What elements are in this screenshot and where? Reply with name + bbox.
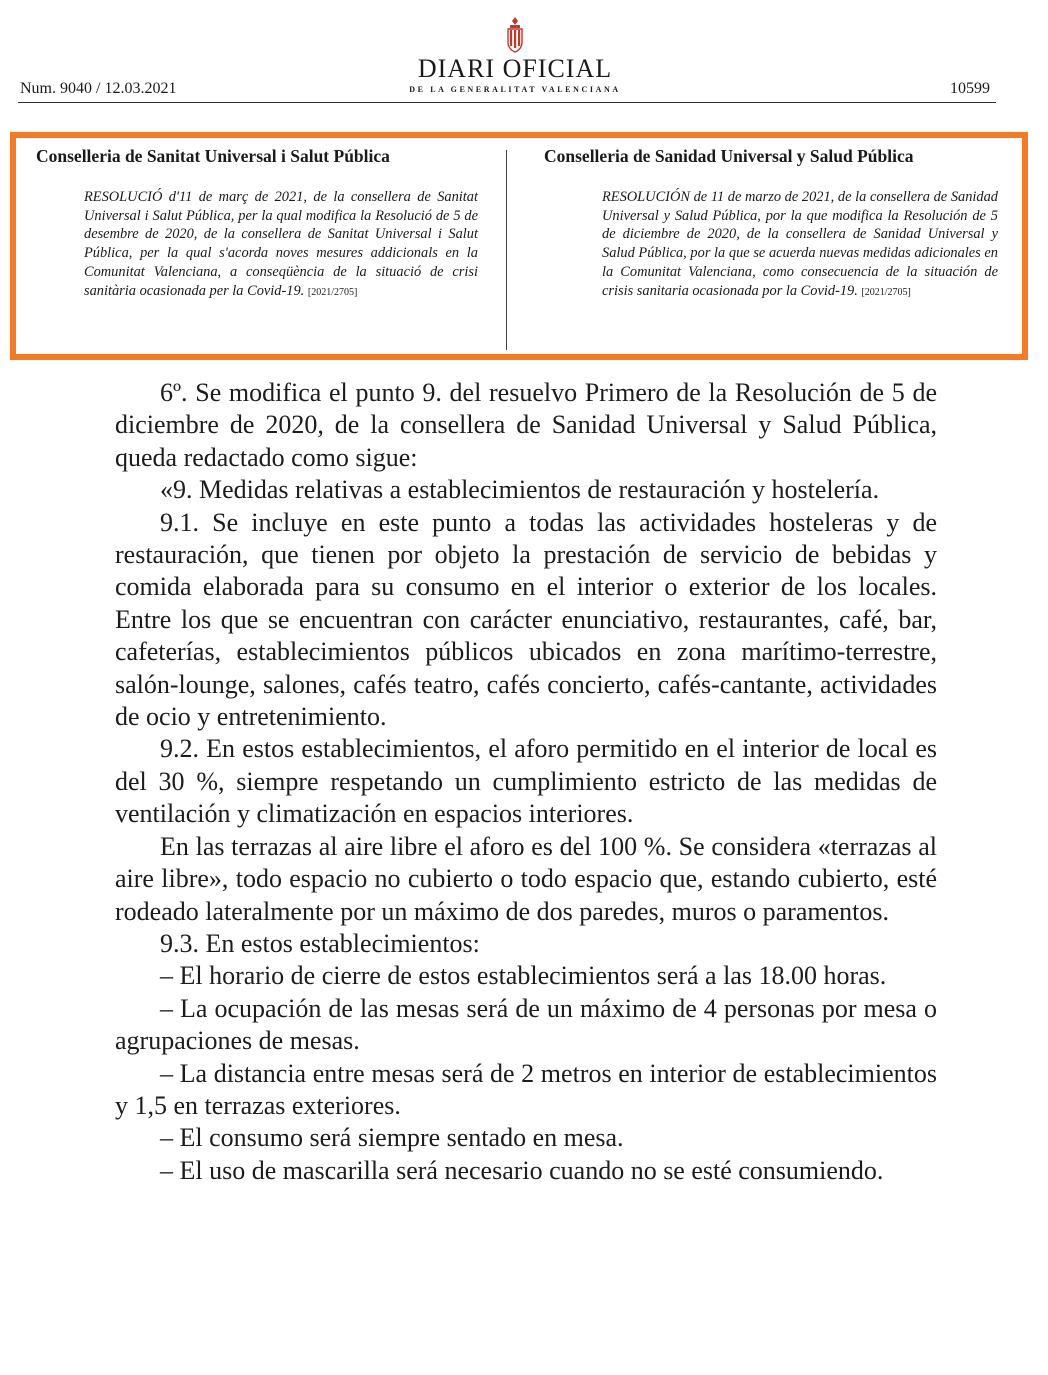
generalitat-crest-icon — [504, 16, 526, 54]
masthead-title: DIARI OFICIAL — [417, 54, 613, 83]
masthead-subtitle: DE LA GENERALITAT VALENCIANA — [409, 85, 621, 94]
body-paragraph: 6º. Se modifica el punto 9. del resuelvo Primero de la Resolución de 5 de diciembre de 2020, de la consellera de Sanidad Universal y Salud Pública, queda redactado como sigue: — [115, 378, 937, 472]
body-paragraph: – El uso de mascarilla será necesario cuando no se esté consumiendo. — [160, 1155, 884, 1185]
body-paragraph: – El consumo será siempre sentado en mesa. — [160, 1123, 624, 1153]
body-paragraph: 9.1. Se incluye en este punto a todas las actividades hosteleras y de restauración, que tienen por objeto la prestación de servicio de bebidas y comida elaborada para su consumo en el interior o exterior de los locales. Entre los que se encuentran con carácter enunciativo, restaurantes, café, bar, cafeterías, establecimientos públicos ubicados en zona marítimo-terrestre, salón-lounge, salones, cafés teatro, cafés concierto, cafés-cantante, actividades de ocio y entretenimiento. — [115, 507, 937, 732]
highlighted-resolution-box — [10, 132, 1028, 360]
body-paragraph: – La ocupación de las mesas será de un máximo de 4 personas por mesa o agrupaciones de mesas. — [115, 993, 937, 1056]
body-paragraph: 9.3. En estos establecimientos: — [160, 928, 480, 958]
resolution-summary-valencian — [84, 188, 478, 302]
body-text — [115, 377, 937, 1187]
resolution-text-spanish: RESOLUCIÓN de 11 de marzo de 2021, de la consellera de Sanidad Universal y Salud Pública, por la que modifica la Resolución de 5 de diciembre de 2020, de la consellera de Sanidad Universal y Salud Pública, por la que se acuerda nuevas medidas adicionales en la Comunitat Valenciana, como consecuencia de la situación de crisis sanitaria ocasionada por la Covid-19. — [602, 189, 998, 299]
department-title-spanish: Conselleria de Sanidad Universal y Salud Pública — [544, 146, 914, 166]
resolution-text-valencian: RESOLUCIÓ d'11 de març de 2021, de la consellera de Sanitat Universal i Salut Pública, per la qual modifica la Resolució de 5 de desembre de 2020, de la consellera de Sanitat Universal i Salut Pública, per la qual s'acorda noves mesures addicionals en la Comunitat Valenciana, a conseqüència de la situació de crisi sanitària ocasionada per la Covid-19. — [84, 189, 478, 299]
body-paragraph: En las terrazas al aire libre el aforo es del 100 %. Se considera «terrazas al aire libre», todo espacio no cubierto o todo espacio que, estando cubierto, esté rodeado lateralmente por un máximo de dos paredes, muros o paramentos. — [115, 831, 937, 926]
issue-number: Num. 9040 / 12.03.2021 — [20, 80, 177, 97]
header-rule — [18, 102, 996, 103]
department-title-valencian: Conselleria de Sanitat Universal i Salut Pública — [36, 146, 390, 166]
column-divider — [506, 150, 507, 350]
body-paragraph: «9. Medidas relativas a establecimientos de restauración y hostelería. — [160, 475, 880, 505]
body-paragraph: – El horario de cierre de estos establecimientos será a las 18.00 horas. — [160, 961, 887, 991]
body-paragraph: 9.2. En estos establecimientos, el aforo permitido en el interior de local es del 30 %, siempre respetando un cumplimiento estricto de las medidas de ventilación y climatización en espacios interiores. — [115, 734, 937, 829]
page-header — [0, 0, 1048, 110]
page-number: 10599 — [950, 80, 990, 97]
reference-code-spanish: [2021/2705] — [861, 286, 911, 298]
reference-code-valencian: [2021/2705] — [307, 286, 358, 298]
resolution-summary-spanish — [602, 188, 998, 302]
valencian-column — [16, 138, 506, 354]
spanish-column — [508, 138, 1022, 354]
masthead — [360, 16, 670, 94]
body-paragraph: – La distancia entre mesas será de 2 metros en interior de establecimientos y 1,5 en terrazas exteriores. — [115, 1058, 937, 1120]
